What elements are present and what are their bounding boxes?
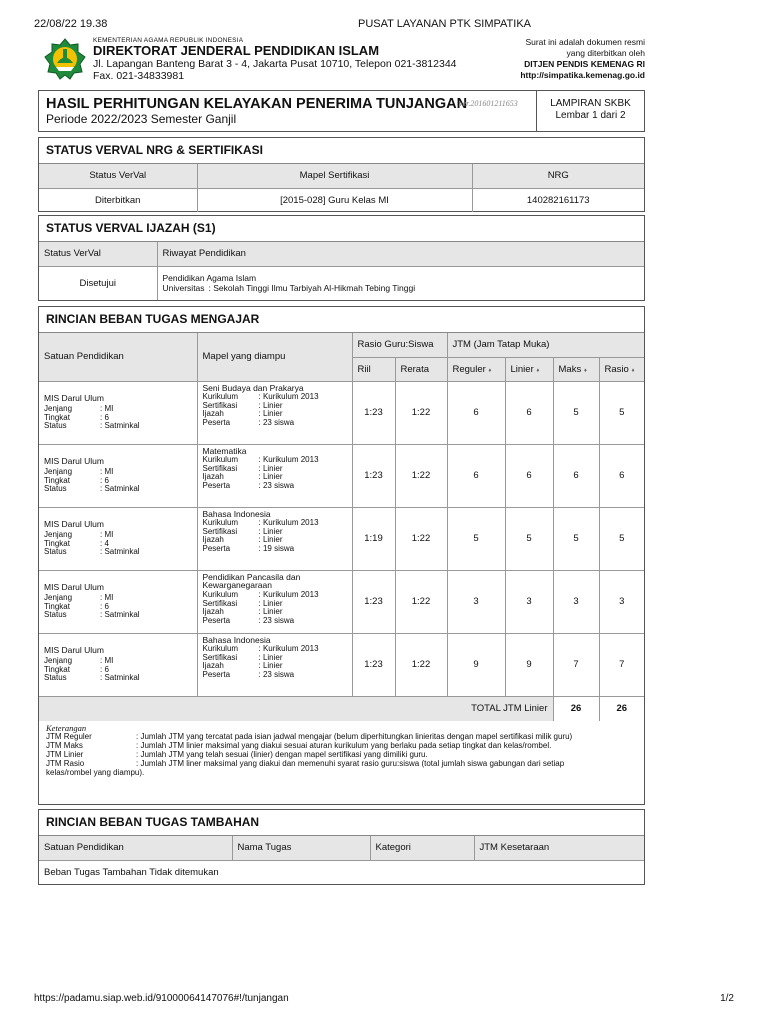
- detail-value: : MI: [100, 656, 114, 666]
- jtm-linier: 6: [505, 381, 553, 444]
- tambahan-header-jtm: JTM Kesetaraan: [474, 836, 644, 860]
- keterangan-desc: : Jumlah JTM yang telah sesuai (linier) dengan mapel sertifikasi yang dimiliki guru.: [136, 749, 428, 759]
- detail-label: Jenjang: [44, 530, 73, 540]
- detail-label: Peserta: [202, 417, 231, 427]
- beban-header-rasio: Rasio: [604, 363, 629, 375]
- tambahan-header-nama: Nama Tugas: [232, 836, 370, 860]
- detail-value: : MI: [100, 593, 114, 603]
- letterhead: [93, 37, 457, 82]
- beban-section: [38, 306, 645, 805]
- ministry-name: KEMENTERIAN AGAMA REPUBLIK INDONESIA: [93, 37, 244, 44]
- directorate-name: DIREKTORAT JENDERAL PENDIDIKAN ISLAM: [93, 43, 380, 59]
- detail-label: Status: [44, 610, 67, 620]
- sort-rasio-header[interactable]: [599, 357, 644, 381]
- jtm-reguler: 6: [447, 381, 505, 444]
- keterangan-term: JTM Reguler: [46, 732, 92, 742]
- keterangan-desc: : Jumlah JTM linier maksimal yang diakui sesuai aturan kurikulum yang berlaku pada setiap tingkat dan kelas/rombel.: [136, 741, 552, 751]
- detail-value: : 6: [100, 664, 109, 674]
- beban-header-rerata: Rerata: [395, 357, 447, 381]
- detail-label: Ijazah: [202, 409, 224, 419]
- keterangan-desc: : Jumlah JTM liner maksimal yang diakui dan memenuhi syarat rasio guru:siswa (total jumlah siswa gabungan dari setiap: [136, 758, 565, 768]
- keterangan-desc: : Jumlah JTM yang tercatat pada isian jadwal mengajar (belum diperhitungkan linieritas dengan mapel sertifikasi milik guru): [136, 732, 573, 742]
- jtm-rasio: 7: [599, 633, 644, 696]
- ijazah-pendidikan: Pendidikan Agama Islam: [162, 273, 257, 284]
- detail-value: : Kurikulum 2013: [258, 518, 319, 528]
- subject-name: Pendidikan Pancasila dan Kewarganegaraan: [202, 571, 301, 591]
- detail-label: Ijazah: [202, 535, 224, 545]
- beban-header-reguler: Reguler: [452, 363, 486, 375]
- sort-reguler-header[interactable]: [447, 357, 505, 381]
- print-url[interactable]: https://padamu.siap.web.id/91000064147076#!/tunjangan: [34, 993, 289, 1004]
- sort-icon: ♦: [488, 367, 492, 374]
- keterangan-continuation: kelas/rombel yang diampu).: [46, 767, 145, 777]
- table-row: [39, 507, 644, 570]
- detail-label: Kurikulum: [202, 644, 239, 654]
- detail-value: : Linier: [258, 607, 283, 617]
- detail-value: : 6: [100, 412, 109, 422]
- jtm-reguler: 6: [447, 444, 505, 507]
- tambahan-section-title: RINCIAN BEBAN TUGAS TAMBAHAN: [39, 810, 644, 836]
- issuer-note-line2: yang diterbitkan oleh: [566, 48, 645, 59]
- address: Jl. Lapangan Banteng Barat 3 - 4, Jakarta Pusat 10710, Telepon 021-3812344: [93, 57, 457, 70]
- doc-version: ver.201601211653: [459, 99, 518, 108]
- nrg-mapel: [2015-028] Guru Kelas MI: [197, 188, 472, 212]
- subject-name: Seni Budaya dan Prakarya: [202, 382, 304, 393]
- detail-value: : Linier: [258, 535, 283, 545]
- detail-value: : Linier: [258, 598, 283, 608]
- print-datetime: 22/08/22 19.38: [34, 18, 108, 30]
- rasio-rerata: 1:22: [395, 633, 447, 696]
- detail-label: Sertifikasi: [202, 400, 238, 410]
- issuer-website: http://simpatika.kemenag.go.id: [520, 70, 645, 81]
- doc-header: [38, 90, 645, 132]
- rasio-riil: 1:23: [352, 381, 395, 444]
- jtm-maks: 7: [553, 633, 599, 696]
- jtm-maks: 3: [553, 570, 599, 633]
- lampiran-label: LAMPIRAN SKBK: [550, 98, 631, 109]
- detail-label: Jenjang: [44, 467, 73, 477]
- detail-label: Kurikulum: [202, 590, 239, 600]
- detail-value: : Satminkal: [100, 610, 140, 620]
- detail-value: : Satminkal: [100, 484, 140, 494]
- detail-value: : 23 siswa: [258, 669, 295, 679]
- rasio-riil: 1:23: [352, 570, 395, 633]
- ijazah-header-riwayat: Riwayat Pendidikan: [157, 242, 644, 266]
- detail-label: Sertifikasi: [202, 463, 238, 473]
- sort-icon: ♦: [583, 367, 587, 374]
- rasio-rerata: 1:22: [395, 507, 447, 570]
- total-rasio: 26: [599, 696, 644, 721]
- fax: Fax. 021-34833981: [93, 69, 185, 82]
- detail-label: Tingkat: [44, 412, 70, 422]
- detail-label: Ijazah: [202, 607, 224, 617]
- keterangan-term: JTM Linier: [46, 749, 84, 759]
- school-name: MIS Darul Ulum: [44, 519, 104, 530]
- total-label: TOTAL JTM Linier: [39, 696, 553, 721]
- beban-header-riil: Riil: [352, 357, 395, 381]
- school-name: MIS Darul Ulum: [44, 393, 104, 404]
- nrg-header-nrg: NRG: [472, 164, 644, 188]
- detail-value: : Kurikulum 2013: [258, 590, 319, 600]
- beban-table: [39, 333, 644, 721]
- rasio-rerata: 1:22: [395, 570, 447, 633]
- sort-maks-header[interactable]: [553, 357, 599, 381]
- nrg-table: [39, 164, 644, 212]
- nrg-section: [38, 137, 645, 212]
- detail-value: : 23 siswa: [258, 417, 295, 427]
- nrg-header-mapel: Mapel Sertifikasi: [197, 164, 472, 188]
- jtm-maks: 5: [553, 507, 599, 570]
- detail-label: Tingkat: [44, 601, 70, 611]
- issuer-name: DITJEN PENDIS KEMENAG RI: [524, 59, 645, 70]
- detail-label: Jenjang: [44, 656, 73, 666]
- detail-label: Tingkat: [44, 538, 70, 548]
- tambahan-header-satuan: Satuan Pendidikan: [39, 836, 232, 860]
- detail-label: Ijazah: [202, 472, 224, 482]
- beban-header-jtm-group: JTM (Jam Tatap Muka): [447, 333, 644, 357]
- detail-label: Jenjang: [44, 404, 73, 414]
- beban-header-linier: Linier: [510, 363, 534, 375]
- detail-value: : Kurikulum 2013: [258, 455, 319, 465]
- detail-value: : 23 siswa: [258, 615, 295, 625]
- ijazah-table: [39, 242, 644, 300]
- beban-header-maks: Maks: [558, 363, 582, 375]
- keterangan: [39, 721, 644, 780]
- detail-value: : Linier: [258, 661, 283, 671]
- jtm-reguler: 5: [447, 507, 505, 570]
- detail-value: : MI: [100, 467, 114, 477]
- jtm-rasio: 5: [599, 381, 644, 444]
- detail-value: : Kurikulum 2013: [258, 644, 319, 654]
- detail-label: Ijazah: [202, 661, 224, 671]
- rasio-riil: 1:23: [352, 633, 395, 696]
- issuer-note-line1: Surat ini adalah dokumen resmi: [525, 37, 645, 47]
- detail-value: : 6: [100, 475, 109, 485]
- ijazah-univ-value: : Sekolah Tinggi Ilmu Tarbiyah Al-Hikmah Tebing Tinggi: [208, 283, 416, 294]
- detail-label: Kurikulum: [202, 392, 239, 402]
- jtm-reguler: 3: [447, 570, 505, 633]
- beban-header-satuan: Satuan Pendidikan: [39, 333, 197, 381]
- subject-name: Matematika: [202, 445, 247, 456]
- print-title: PUSAT LAYANAN PTK SIMPATIKA: [358, 18, 531, 30]
- detail-label: Peserta: [202, 543, 231, 553]
- nrg-header-status: Status VerVal: [39, 164, 197, 188]
- keterangan-term: JTM Rasio: [46, 758, 85, 768]
- issuer-note: [520, 37, 645, 81]
- detail-label: Sertifikasi: [202, 526, 238, 536]
- school-name: MIS Darul Ulum: [44, 645, 104, 656]
- ijazah-header-status: Status VerVal: [39, 242, 157, 266]
- jtm-reguler: 9: [447, 633, 505, 696]
- detail-value: : 6: [100, 601, 109, 611]
- detail-value: : MI: [100, 530, 114, 540]
- keterangan-title: Keterangan: [46, 723, 87, 733]
- nrg-number: 140282161173: [472, 188, 644, 212]
- jtm-rasio: 5: [599, 507, 644, 570]
- detail-value: : Linier: [258, 472, 283, 482]
- detail-label: Sertifikasi: [202, 598, 238, 608]
- detail-label: Status: [44, 484, 67, 494]
- sort-icon: ♦: [536, 367, 540, 374]
- ijazah-status: Disetujui: [39, 266, 157, 300]
- rasio-riil: 1:19: [352, 507, 395, 570]
- detail-label: Status: [44, 673, 67, 683]
- beban-section-title: RINCIAN BEBAN TUGAS MENGAJAR: [39, 307, 644, 333]
- detail-value: : 19 siswa: [258, 543, 295, 553]
- lembar-label: Lembar 1 dari 2: [555, 110, 626, 121]
- jtm-rasio: 3: [599, 570, 644, 633]
- jtm-rasio: 6: [599, 444, 644, 507]
- jtm-maks: 5: [553, 381, 599, 444]
- print-page: 1/2: [720, 993, 734, 1004]
- rasio-rerata: 1:22: [395, 444, 447, 507]
- detail-value: : 4: [100, 538, 109, 548]
- detail-value: : Satminkal: [100, 547, 140, 557]
- detail-label: Kurikulum: [202, 455, 239, 465]
- detail-value: : Linier: [258, 526, 283, 536]
- ijazah-section: [38, 215, 645, 301]
- kemenag-logo-icon: [44, 38, 86, 80]
- detail-value: : Satminkal: [100, 673, 140, 683]
- jtm-linier: 3: [505, 570, 553, 633]
- sort-icon: ♦: [631, 367, 635, 374]
- detail-label: Sertifikasi: [202, 652, 238, 662]
- detail-label: Status: [44, 547, 67, 557]
- beban-header-mapel: Mapel yang diampu: [197, 333, 352, 381]
- rasio-rerata: 1:22: [395, 381, 447, 444]
- detail-value: : Linier: [258, 409, 283, 419]
- detail-label: Kurikulum: [202, 518, 239, 528]
- detail-value: : 23 siswa: [258, 480, 295, 490]
- subject-name: Bahasa Indonesia: [202, 634, 271, 645]
- school-name: MIS Darul Ulum: [44, 456, 104, 467]
- detail-value: : Kurikulum 2013: [258, 392, 319, 402]
- tambahan-section: [38, 809, 645, 885]
- detail-label: Peserta: [202, 669, 231, 679]
- detail-label: Tingkat: [44, 664, 70, 674]
- detail-label: Peserta: [202, 480, 231, 490]
- table-row: [39, 381, 644, 444]
- tambahan-header-kategori: Kategori: [370, 836, 474, 860]
- table-row: [39, 633, 644, 696]
- table-row: [39, 570, 644, 633]
- nrg-status: Diterbitkan: [39, 188, 197, 212]
- tambahan-empty: Beban Tugas Tambahan Tidak ditemukan: [39, 860, 644, 885]
- detail-label: Jenjang: [44, 593, 73, 603]
- doc-title: HASIL PERHITUNGAN KELAYAKAN PENERIMA TUNJANGAN: [46, 96, 468, 112]
- doc-period: Periode 2022/2023 Semester Ganjil: [46, 112, 237, 126]
- keterangan-term: JTM Maks: [46, 741, 83, 751]
- detail-label: Peserta: [202, 615, 231, 625]
- rasio-riil: 1:23: [352, 444, 395, 507]
- jtm-linier: 6: [505, 444, 553, 507]
- detail-value: : Satminkal: [100, 421, 140, 431]
- detail-value: : Linier: [258, 400, 283, 410]
- table-row: [39, 444, 644, 507]
- detail-value: : Linier: [258, 463, 283, 473]
- ijazah-section-title: STATUS VERVAL IJAZAH (S1): [39, 216, 644, 242]
- nrg-section-title: STATUS VERVAL NRG & SERTIFIKASI: [39, 138, 644, 164]
- lampiran-box: [536, 91, 644, 131]
- detail-label: Status: [44, 421, 67, 431]
- jtm-maks: 6: [553, 444, 599, 507]
- jtm-linier: 5: [505, 507, 553, 570]
- subject-name: Bahasa Indonesia: [202, 508, 271, 519]
- beban-header-rasio-group: Rasio Guru:Siswa: [352, 333, 447, 357]
- total-maks: 26: [553, 696, 599, 721]
- detail-value: : MI: [100, 404, 114, 414]
- detail-label: Tingkat: [44, 475, 70, 485]
- tambahan-table: [39, 836, 644, 885]
- school-name: MIS Darul Ulum: [44, 582, 104, 593]
- ijazah-univ-label: Universitas: [162, 283, 205, 294]
- detail-value: : Linier: [258, 652, 283, 662]
- sort-linier-header[interactable]: [505, 357, 553, 381]
- jtm-linier: 9: [505, 633, 553, 696]
